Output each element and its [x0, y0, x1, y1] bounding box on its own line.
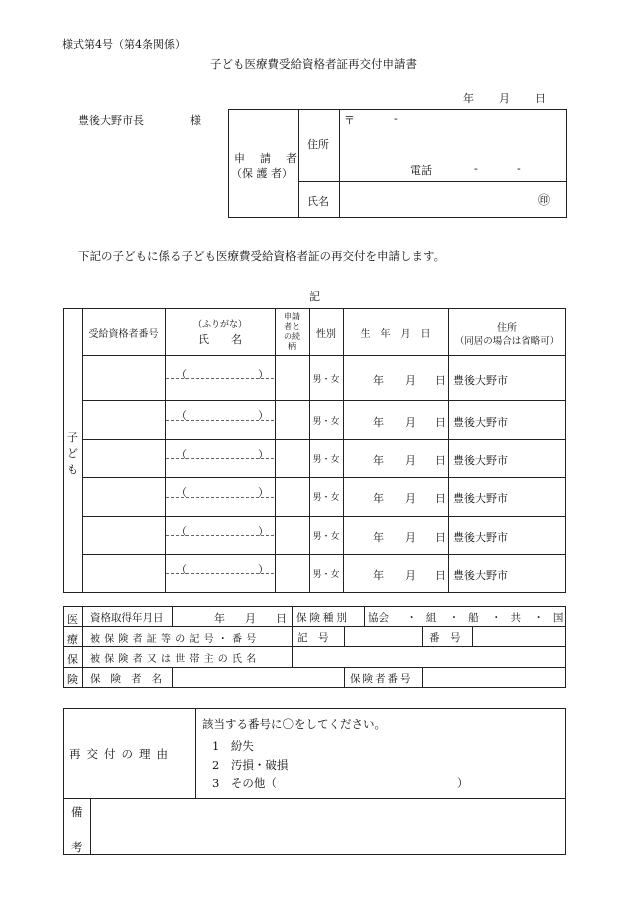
city-text: 豊後大野市 — [453, 569, 508, 582]
form-title: 子ども医療費受給資格者証再交付申請書 — [210, 57, 417, 71]
header-name: 氏 名 — [198, 333, 242, 346]
sex-options[interactable]: 男・女 — [312, 570, 340, 580]
remarks-input[interactable] — [95, 802, 561, 851]
reason-label: 再交付の理由 — [69, 747, 174, 761]
seal-mark: ㊞ — [538, 193, 551, 207]
city-text: 豊後大野市 — [453, 374, 508, 387]
symbol-label: 記 号 — [297, 632, 329, 644]
addressee-name: 豊後大野市長 — [78, 114, 144, 127]
remarks-label-top: 備 — [71, 805, 83, 819]
sex-options[interactable]: 男・女 — [312, 417, 340, 427]
header-address: 住所 — [497, 323, 517, 334]
header-furigana: （ふりがな） — [192, 320, 247, 330]
reason-other-close: ） — [457, 776, 469, 790]
reason-option-damaged[interactable]: 2 汚損・破損 — [212, 758, 289, 772]
children-side-label: 子 ど も — [67, 431, 78, 476]
city-text: 豊後大野市 — [453, 492, 508, 505]
qualification-date-label: 資格取得年月日 — [90, 612, 164, 624]
sex-options[interactable]: 男・女 — [312, 375, 340, 385]
sex-options[interactable]: 男・女 — [312, 532, 340, 542]
holder-name-label: 被保険者又は世帯主の氏名 — [90, 654, 261, 665]
header-sex: 性別 — [316, 329, 336, 340]
application-form-page: 様式第4号（第4条関係） 子ども医療費受給資格者証再交付申請書 年 月 日 豊後大野市長 様 申 請 者 （保 護 者） 住所 〒 - 電話 - - 氏名 ㊞ 下記の子どもに係る子ども医療費受給資格者証の再交付を申請します。 記 子 ど も 受給資格者番号 （ふりがな） 氏 名 申請 者と の続 柄 性別 生 年 月 日 住所 （同居の場合は省略可） （ ） 男・女 年 月 日 豊後大野市 （ ） 男・女 年 月 日 豊後大野市 （ ） 男・女 年 月 日 豊後大野市 （ ） 男・女 年 月 日 豊後大野市 （ ） 男・女 年 月 日 豊後大野市 （ ） 男・女 年 月 日 豊後大野市 医 療 保 険 資格取得年月日 年 月 日 保険種別 協会 ・ 組 ・ 船 ・ 共 ・ 国 被保険者証等の記号・番号 記 号 番 号 被保険者又は世帯主の氏名 保険者名 保険者番号 再交付の理由 該当する番号に〇をしてください。 1 紛失 2 汚損・破損 3 その他（ ） 備 考 — [0, 0, 630, 903]
date-year-label: 年 — [463, 92, 474, 105]
header-birthdate: 生 年 月 日 — [360, 329, 431, 340]
city-text: 豊後大野市 — [453, 416, 508, 429]
sex-options[interactable]: 男・女 — [312, 455, 340, 465]
reason-option-lost[interactable]: 1 紛失 — [212, 739, 254, 753]
phone-label: 電話 — [410, 164, 432, 177]
header-address-note: （同居の場合は省略可） — [454, 336, 560, 347]
insurance-side-label: 医 療 保 険 — [67, 613, 78, 686]
remarks-label-bottom: 考 — [71, 840, 83, 854]
children-table — [63, 308, 566, 593]
postal-dash: - — [394, 112, 398, 125]
date-day-label: 日 — [535, 92, 546, 105]
insurance-type-options[interactable]: 協会 ・ 組 ・ 船 ・ 共 ・ 国 — [368, 612, 564, 624]
reason-instruction: 該当する番号に〇をしてください。 — [202, 717, 386, 731]
header-recipient-id: 受給資格者番号 — [88, 329, 159, 340]
city-text: 豊後大野市 — [453, 454, 508, 467]
address-input[interactable] — [344, 128, 554, 158]
phone-dash-2: - — [517, 162, 521, 175]
phone-dash-1: - — [474, 162, 478, 175]
intro-text: 下記の子どもに係る子ども医療費受給資格者証の再交付を申請します。 — [78, 249, 446, 263]
reason-option-other[interactable]: 3 その他（ — [212, 776, 277, 790]
name-label: 氏名 — [307, 195, 329, 208]
city-text: 豊後大野市 — [453, 531, 508, 544]
ki-label: 記 — [309, 290, 320, 303]
addressee-honorific: 様 — [190, 114, 201, 127]
insurance-type-label: 保険種別 — [296, 612, 350, 624]
insurer-name-label: 保険者名 — [90, 673, 172, 685]
address-label: 住所 — [307, 138, 329, 151]
header-relation: 申請 者と の続 柄 — [284, 312, 300, 351]
applicant-label: 申 請 者 — [234, 152, 299, 165]
date-month-label: 月 — [499, 92, 510, 105]
postal-mark: 〒 — [344, 114, 355, 127]
number-label: 番 号 — [429, 632, 461, 644]
card-number-label: 被保険者証等の記号・番号 — [90, 634, 261, 645]
form-number: 様式第4号（第4条関係） — [62, 38, 186, 51]
guardian-label: （保 護 者） — [231, 167, 293, 180]
insurer-number-label: 保険者番号 — [350, 673, 413, 685]
name-input[interactable] — [344, 186, 524, 212]
sex-options[interactable]: 男・女 — [312, 493, 340, 503]
